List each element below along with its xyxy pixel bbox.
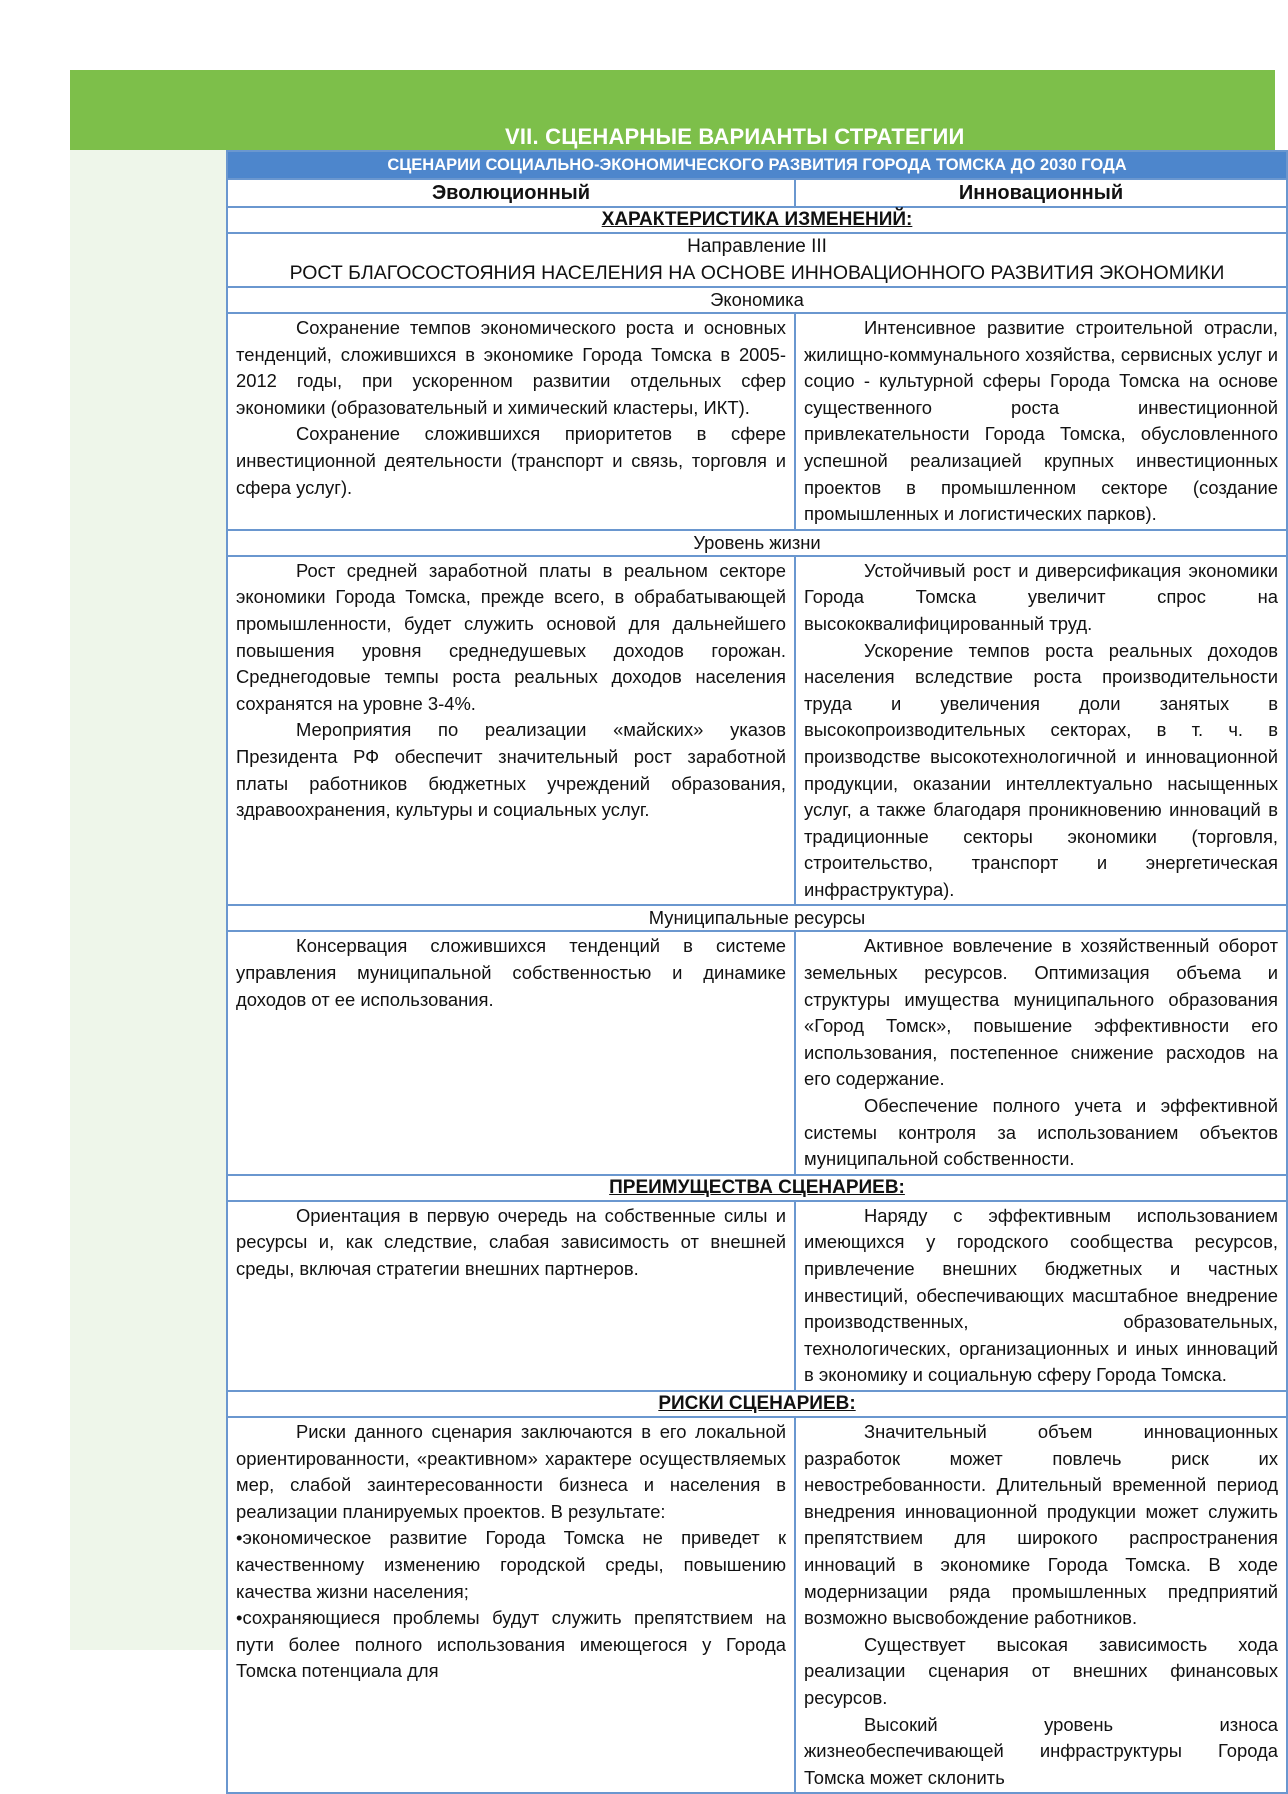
subheader-row (227, 287, 1287, 313)
municipal-evolutionary (227, 931, 795, 1174)
left-margin-strip (70, 150, 226, 1650)
paragraph: Высокий уровень износа жизнеобеспечивающей инфраструктуры Города Томска может склонить (804, 1713, 1279, 1788)
risks-evolutionary (227, 1417, 795, 1793)
economy-innovative (795, 313, 1287, 530)
list-item: •экономическое развитие Города Томска не приведет к качественному изменению городской среды, повышению качества жизни населения; (236, 1527, 786, 1602)
paragraph: Устойчивый рост и диверсификация экономики Города Томска увеличит спрос на высококвалифицированный труд. (804, 559, 1279, 634)
paragraph: Сохранение сложившихся приоритетов в сфере инвестиционной деятельности (транспорт и связь, торговля и сфера услуг). (236, 423, 786, 498)
direction-row (227, 233, 1287, 287)
municipal-innovative (795, 931, 1287, 1174)
chapter-heading: VII. СЦЕНАРНЫЕ ВАРИАНТЫ СТРАТЕГИИ (505, 124, 965, 149)
direction-cell (227, 233, 1287, 287)
paragraph: Наряду с эффективным использованием имеющихся у городского сообщества ресурсов, привлечение внешних бюджетных и частных инвестиций, обеспечивающих масштабное внедрение производственных, образовательных, технологических, организационных и иных инноваций в экономику и социальную сферу Города Томска. (804, 1204, 1279, 1386)
content-row-advantages (227, 1201, 1287, 1391)
column-header-evolutionary: Эволюционный (227, 179, 795, 207)
subheader-row (227, 530, 1287, 556)
paragraph: Обеспечение полного учета и эффективной системы контроля за использованием объектов муниципальной собственности. (804, 1095, 1279, 1170)
table-banner: СЦЕНАРИИ СОЦИАЛЬНО-ЭКОНОМИЧЕСКОГО РАЗВИТИЯ ГОРОДА ТОМСКА ДО 2030 ГОДА (227, 151, 1287, 179)
subheader-living-standard: Уровень жизни (227, 530, 1287, 556)
advantages-innovative (795, 1201, 1287, 1391)
paragraph: Ориентация в первую очередь на собственные силы и ресурсы и, как следствие, слабая зависимость от внешней среды, включая стратегии внешних партнеров. (236, 1204, 786, 1279)
economy-evolutionary (227, 313, 795, 530)
column-header-innovative: Инновационный (795, 179, 1287, 207)
paragraph: Сохранение темпов экономического роста и основных тенденций, сложившихся в экономике Города Томска в 2005-2012 годы, при ускоренном развитии отдельных сфер экономики (образовательный и химический кластеры, ИКТ). (236, 317, 786, 418)
paragraph: Существует высокая зависимость хода реализации сценария от внешних финансовых ресурсов. (804, 1633, 1279, 1708)
direction-title: РОСТ БЛАГОСОСТОЯНИЯ НАСЕЛЕНИЯ НА ОСНОВЕ ИННОВАЦИОННОГО РАЗВИТИЯ ЭКОНОМИКИ (289, 262, 1225, 284)
paragraph: Интенсивное развитие строительной отрасли, жилищно-коммунального хозяйства, сервисных услуг и социо - культурной сферы Города Томска на основе существенного роста инвестиционной привлекательности Города Томска, обусловленного успешной реализацией крупных инвестиционных проектов в промышленном секторе (создание промышленных и логистических парков). (804, 317, 1279, 525)
living-evolutionary (227, 556, 795, 906)
risks-innovative (795, 1417, 1287, 1793)
advantages-evolutionary (227, 1201, 795, 1391)
section-row (227, 207, 1287, 233)
subheader-row (227, 905, 1287, 931)
list-item: •сохраняющиеся проблемы будут служить препятствием на пути более полного использования имеющегося у Города Томска потенциала для (236, 1607, 786, 1682)
paragraph: Консервация сложившихся тенденций в системе управления муниципальной собственностью и динамике доходов от ее использования. (236, 935, 786, 1010)
paragraph: Ускорение темпов роста реальных доходов населения вследствие роста производительности труда и увеличения доли занятых в высокопроизводительных секторах, в т. ч. в производстве высокотехнологичной и инновационной продукции, оказании интеллектуально насыщенных услуг, а также благодаря проникновению инноваций в традиционные секторы экономики (торговля, строительство, транспорт и энергетическая инфраструктура). (804, 639, 1279, 900)
paragraph: Рост средней заработной платы в реальном секторе экономики Города Томска, прежде всего, в обрабатывающей промышленности, будет служить основой для дальнейшего повышения уровня среднедушевых доходов горожан. Среднегодовые темпы роста реальных доходов населения сохранятся на уровне 3-4%. (236, 559, 786, 714)
living-innovative (795, 556, 1287, 906)
section-row (227, 1175, 1287, 1201)
content-row-economy (227, 313, 1287, 530)
paragraph: Риски данного сценария заключаются в его локальной ориентированности, «реактивном» характере осуществляемых мер, слабой заинтересованности бизнеса и населения в реализации планируемых проектов. В результате: (236, 1420, 786, 1522)
section-risks: РИСКИ СЦЕНАРИЕВ: (227, 1391, 1287, 1417)
paragraph: Значительный объем инновационных разработок может повлечь риск их невостребованности. Длительный временной период внедрения инновационной продукции может служить препятствием для широкого распространения инноваций в экономике Города Томска. В ходе модернизации ряда промышленных предприятий возможно высвобождение работников. (804, 1420, 1279, 1629)
content-row-municipal (227, 931, 1287, 1174)
subheader-economy: Экономика (227, 287, 1287, 313)
column-header-row (227, 179, 1287, 207)
content-row-risks (227, 1417, 1287, 1793)
content-row-living (227, 556, 1287, 906)
paragraph: Активное вовлечение в хозяйственный оборот земельных ресурсов. Оптимизация объема и структуры имущества муниципального образования «Город Томск», повышение эффективности его использования, постепенное снижение расходов на его содержание. (804, 935, 1279, 1090)
section-row (227, 1391, 1287, 1417)
section-advantages: ПРЕИМУЩЕСТВА СЦЕНАРИЕВ: (227, 1175, 1287, 1201)
paragraph: Мероприятия по реализации «майских» указов Президента РФ обеспечит значительный рост заработной платы работников бюджетных учреждений образования, здравоохранения, культуры и социальных услуг. (236, 719, 786, 821)
table-banner-row (227, 151, 1287, 179)
scenario-table (226, 150, 1288, 1794)
direction-label: Направление III (687, 236, 827, 257)
section-changes: ХАРАКТЕРИСТИКА ИЗМЕНЕНИЙ: (227, 207, 1287, 233)
scenario-table-container (226, 150, 1279, 1788)
subheader-municipal-resources: Муниципальные ресурсы (227, 905, 1287, 931)
